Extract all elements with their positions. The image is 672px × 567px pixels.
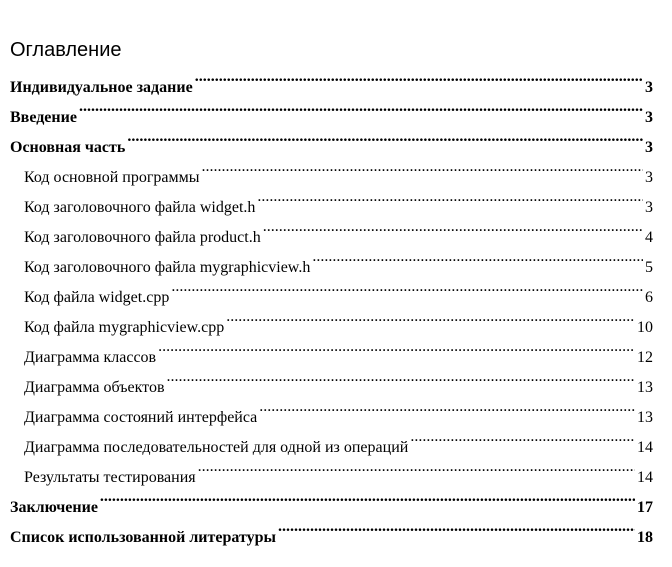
toc-entry-label: Код заголовочного файла widget.h — [24, 199, 256, 216]
toc-entry-page: 5 — [645, 259, 653, 276]
toc-dot-leader — [195, 62, 643, 92]
toc-dot-leader — [312, 242, 643, 272]
toc-entry-conclusion[interactable] — [10, 482, 653, 516]
toc-entry-label: Список использованной литературы — [10, 529, 276, 546]
toc-dot-leader — [171, 272, 643, 302]
toc-entry-page: 3 — [645, 139, 653, 156]
toc-entry-label: Код основной программы — [24, 169, 200, 186]
toc-dot-leader — [79, 92, 643, 122]
toc-entry-main-part[interactable] — [10, 122, 653, 156]
toc-entry-label: Результаты тестирования — [24, 469, 196, 486]
toc-entry-page: 4 — [645, 229, 653, 246]
toc-list — [10, 62, 653, 546]
toc-entry-label: Код заголовочного файла mygraphicview.h — [24, 259, 311, 276]
toc-entry-page: 12 — [637, 349, 653, 366]
toc-entry-page: 14 — [637, 469, 653, 486]
toc-entry-label: Диаграмма состояний интерфейса — [24, 409, 258, 426]
toc-entry-page: 13 — [637, 379, 653, 396]
toc-entry-individual-task[interactable] — [10, 62, 653, 96]
toc-dot-leader — [158, 332, 635, 362]
toc-entry-label: Код заголовочного файла product.h — [24, 229, 261, 246]
toc-entry-label: Основная часть — [10, 139, 126, 156]
toc-entry-label: Диаграмма объектов — [24, 379, 165, 396]
toc-dot-leader — [278, 512, 635, 542]
toc-dot-leader — [259, 392, 635, 422]
toc-dot-leader — [263, 212, 643, 242]
toc-entry-page: 18 — [637, 529, 653, 546]
toc-dot-leader — [167, 362, 636, 392]
toc-entry-label: Введение — [10, 109, 77, 126]
toc-entry-page: 3 — [645, 199, 653, 216]
toc-entry-label: Код файла widget.cpp — [24, 289, 170, 306]
toc-entry-page: 14 — [637, 439, 653, 456]
table-of-contents — [10, 38, 653, 546]
toc-title: Оглавление — [10, 39, 122, 61]
toc-entry-page: 13 — [637, 409, 653, 426]
toc-entry-page: 3 — [645, 79, 653, 96]
toc-entry-page: 3 — [645, 169, 653, 186]
toc-entry-page: 10 — [637, 319, 653, 336]
toc-entry-references[interactable] — [10, 512, 653, 546]
toc-dot-leader — [100, 482, 635, 512]
toc-dot-leader — [257, 182, 643, 212]
toc-dot-leader — [410, 422, 635, 452]
toc-dot-leader — [202, 152, 643, 182]
toc-dot-leader — [127, 122, 643, 152]
toc-entry-label: Диаграмма последовательностей для одной из операций — [24, 439, 409, 456]
toc-entry-label: Заключение — [10, 499, 98, 516]
toc-entry-page: 17 — [637, 499, 653, 516]
toc-entry-page: 3 — [645, 109, 653, 126]
toc-dot-leader — [226, 302, 635, 332]
toc-entry-label: Индивидуальное задание — [10, 79, 193, 96]
toc-dot-leader — [198, 452, 635, 482]
toc-entry-label: Код файла mygraphicview.cpp — [24, 319, 225, 336]
toc-entry-introduction[interactable] — [10, 92, 653, 126]
toc-entry-label: Диаграмма классов — [24, 349, 157, 366]
toc-entry-page: 6 — [645, 289, 653, 306]
